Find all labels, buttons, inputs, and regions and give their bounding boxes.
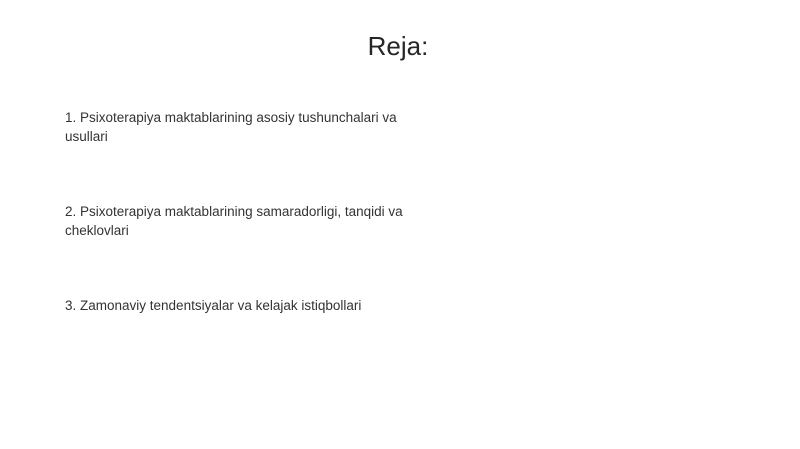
agenda-list — [65, 108, 425, 315]
slide-title: Reja: — [367, 31, 429, 61]
agenda-item-1: 1. Psixoterapiya maktablarining asosiy tushunchalari va usullari — [65, 110, 397, 144]
agenda-item-2: 2. Psixoterapiya maktablarining samaradorligi, tanqidi va cheklovlari — [65, 204, 403, 238]
agenda-item-3: 3. Zamonaviy tendentsiyalar va kelajak istiqbollari — [65, 298, 362, 313]
